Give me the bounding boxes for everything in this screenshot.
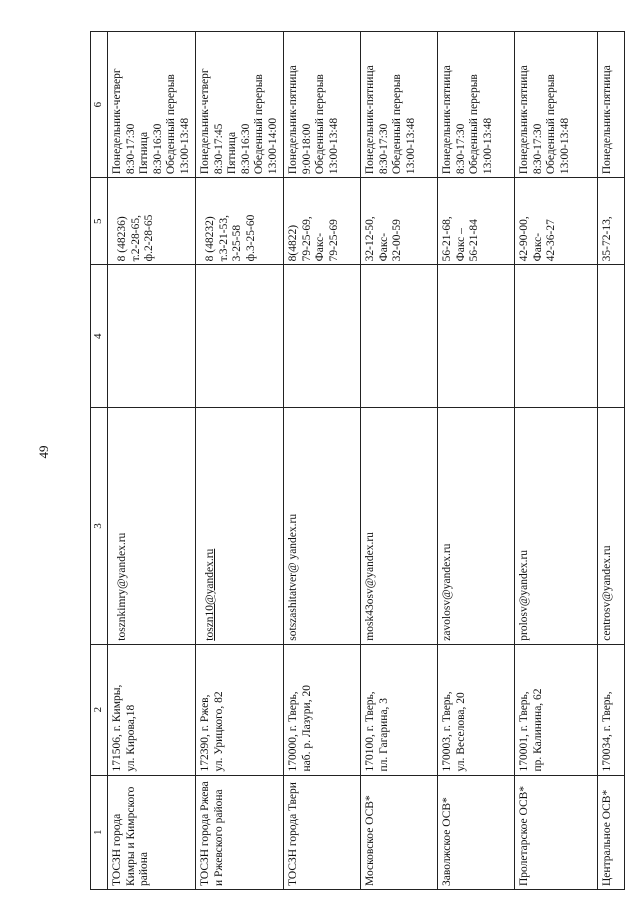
hours-line: 13:00-14:00 [266, 117, 279, 175]
table-row [284, 32, 361, 890]
org-name-cell [438, 775, 515, 889]
org-name-cell [598, 775, 625, 889]
email-link[interactable]: sotszashitatver@ yandex.ru [287, 513, 299, 641]
address-line: ул. Веселова, 20 [454, 692, 467, 772]
hours-line: Понедельник-пятница [364, 65, 376, 175]
hours-line: Обеденный перерыв [391, 74, 403, 175]
org-name: ТОСЗН города Кимры и Кимрского района [111, 786, 150, 886]
empty-cell [284, 265, 361, 408]
phone-line: ф.3-25-60 [244, 214, 257, 262]
phone-line: 8 (48236) [116, 216, 128, 262]
phone-line: т.2-28-65, [129, 215, 142, 262]
org-name: Московское ОСВ* [364, 795, 376, 886]
org-name-cell [284, 775, 361, 889]
header-cell: 4 [91, 265, 108, 408]
phone-cell [438, 178, 515, 265]
hours-line: 8:30-17:30 [377, 123, 390, 175]
hours-line: 8:30-17:30 [531, 123, 544, 175]
org-name: ТОСЗН города Ржева и Ржевского района [199, 781, 225, 886]
hours-cell [108, 32, 196, 178]
hours-line: Пятница [138, 131, 150, 175]
email-cell [284, 408, 361, 645]
contacts-table [90, 31, 625, 890]
phone-line: 56-21-84 [468, 219, 480, 262]
email-cell [438, 408, 515, 645]
org-name-cell [196, 775, 284, 889]
phone-line: 79-25-69, [300, 216, 313, 262]
address-cell [438, 644, 515, 775]
hours-line: 8:30-16:30 [239, 123, 252, 175]
empty-cell [196, 265, 284, 408]
hours-line: 8:30-17:30 [454, 123, 467, 175]
address-cell [598, 644, 625, 775]
empty-cell [515, 265, 598, 408]
address-line: наб. р. Лазури, 20 [300, 685, 313, 772]
address-line: 170034, г. Тверь, [601, 691, 613, 772]
phone-cell [598, 178, 625, 265]
phone-cell [284, 178, 361, 265]
address-line: 170003, г. Тверь, [441, 691, 453, 772]
email-link[interactable]: zavolosv@yandex.ru [441, 543, 453, 641]
hours-line: 9:00-18:00 [300, 123, 313, 175]
email-cell [598, 408, 625, 645]
hours-line: Понедельник-четверг [111, 68, 123, 175]
hours-cell [598, 32, 625, 178]
phone-cell [361, 178, 438, 265]
phone-line: Факс- [377, 232, 390, 262]
empty-cell [361, 265, 438, 408]
hours-line: Понедельник-пятница [441, 65, 453, 175]
email-link[interactable]: tosznkimry@yandex.ru [116, 532, 128, 641]
address-line: 170001, г. Тверь, [518, 691, 530, 772]
address-line: 172390, г. Ржев, [199, 694, 211, 772]
phone-line: 8(4822) [287, 224, 299, 262]
email-cell [361, 408, 438, 645]
table-row [196, 32, 284, 890]
hours-line: 13:00-13:48 [178, 117, 191, 175]
header-cell: 5 [91, 178, 108, 265]
hours-line: Обеденный перерыв [314, 74, 326, 175]
phone-line: т.3-21-53, [217, 215, 230, 262]
header-cell: 2 [91, 644, 108, 775]
table-row [598, 32, 625, 890]
address-line: 171506, г. Кимры, [111, 684, 123, 772]
phone-cell [108, 178, 196, 265]
hours-line: 13:00-13:48 [558, 117, 571, 175]
hours-line: Обеденный перерыв [468, 74, 480, 175]
hours-line: Обеденный перерыв [165, 74, 177, 175]
org-name: Заволжское ОСВ* [441, 797, 453, 886]
org-name-cell [515, 775, 598, 889]
table-row [515, 32, 598, 890]
hours-line: Обеденный перерыв [253, 74, 265, 175]
phone-line: 42-36-27 [545, 219, 557, 262]
page-number: 49 [36, 445, 51, 459]
phone-line: Факс- [314, 232, 326, 262]
table-row [108, 32, 196, 890]
org-name: Центральное ОСВ* [601, 789, 613, 886]
hours-line: 13:00-13:48 [404, 117, 417, 175]
table-rotator [90, 31, 613, 890]
phone-cell [515, 178, 598, 265]
email-cell [108, 408, 196, 645]
phone-line: 79-25-69 [327, 219, 340, 262]
phone-line: Факс- [531, 232, 544, 262]
phone-line: Факс – [454, 228, 467, 262]
phone-line: 35-72-13, [601, 216, 613, 262]
phone-line: 32-00-59 [391, 219, 403, 262]
address-cell [361, 644, 438, 775]
phone-line: 42-90-00, [518, 216, 530, 262]
org-name: ТОСЗН города Твери [287, 782, 299, 886]
address-line: ул. Урицкого, 82 [212, 691, 225, 772]
phone-line: 8 (48232) [204, 216, 216, 262]
hours-line: 8:30-16:30 [151, 123, 164, 175]
org-name-cell [361, 775, 438, 889]
table-row [361, 32, 438, 890]
email-cell [196, 408, 284, 645]
empty-cell [108, 265, 196, 408]
hours-line: Понедельник-пятница [287, 65, 299, 175]
hours-line: 13:00-13:48 [327, 117, 340, 175]
hours-line: 13:00-13:48 [481, 117, 494, 175]
address-cell [284, 644, 361, 775]
address-cell [108, 644, 196, 775]
phone-line: 32-12-50, [364, 216, 376, 262]
email-link[interactable]: prolosv@yandex.ru [518, 549, 530, 641]
empty-cell [598, 265, 625, 408]
address-cell [515, 644, 598, 775]
hours-line: Понедельник-четверг [199, 68, 211, 175]
hours-line: Понедельник-пятница [518, 65, 530, 175]
address-cell [196, 644, 284, 775]
table-row [438, 32, 515, 890]
hours-cell [361, 32, 438, 178]
hours-line: Пятница [226, 131, 238, 175]
hours-line: 8:30-17:30 [124, 123, 137, 175]
address-line: пр. Калинина, 62 [531, 688, 544, 772]
phone-cell [196, 178, 284, 265]
address-line: 170100, г. Тверь, [364, 691, 376, 772]
hours-line: Понедельник-пятница [601, 65, 613, 175]
email-link[interactable]: mosk43osv@yandex.ru [364, 532, 376, 641]
header-cell: 3 [91, 408, 108, 645]
phone-line: 3-25-58 [231, 224, 243, 262]
org-name: Пролетарское ОСВ* [518, 785, 530, 886]
hours-cell [196, 32, 284, 178]
hours-cell [515, 32, 598, 178]
email-cell [515, 408, 598, 645]
hours-cell [284, 32, 361, 178]
phone-line: ф.2-28-65 [143, 214, 155, 262]
rotated-table-sheet [90, 31, 613, 890]
email-link[interactable]: toszn10@yandex.ru [204, 548, 216, 641]
address-line: ул. Кирова,18 [124, 704, 137, 772]
header-cell: 6 [91, 32, 108, 178]
hours-line: Обеденный перерыв [545, 74, 557, 175]
empty-cell [438, 265, 515, 408]
address-line: 170000, г. Тверь, [287, 691, 299, 772]
header-cell: 1 [91, 775, 108, 889]
hours-line: 8:30-17:45 [212, 123, 225, 175]
hours-cell [438, 32, 515, 178]
address-line: пл. Гагарина, 3 [377, 697, 390, 772]
org-name-cell [108, 775, 196, 889]
email-link[interactable]: centrosv@yandex.ru [601, 545, 613, 641]
phone-line: 56-21-68, [441, 216, 453, 262]
table-header-row [91, 32, 108, 890]
